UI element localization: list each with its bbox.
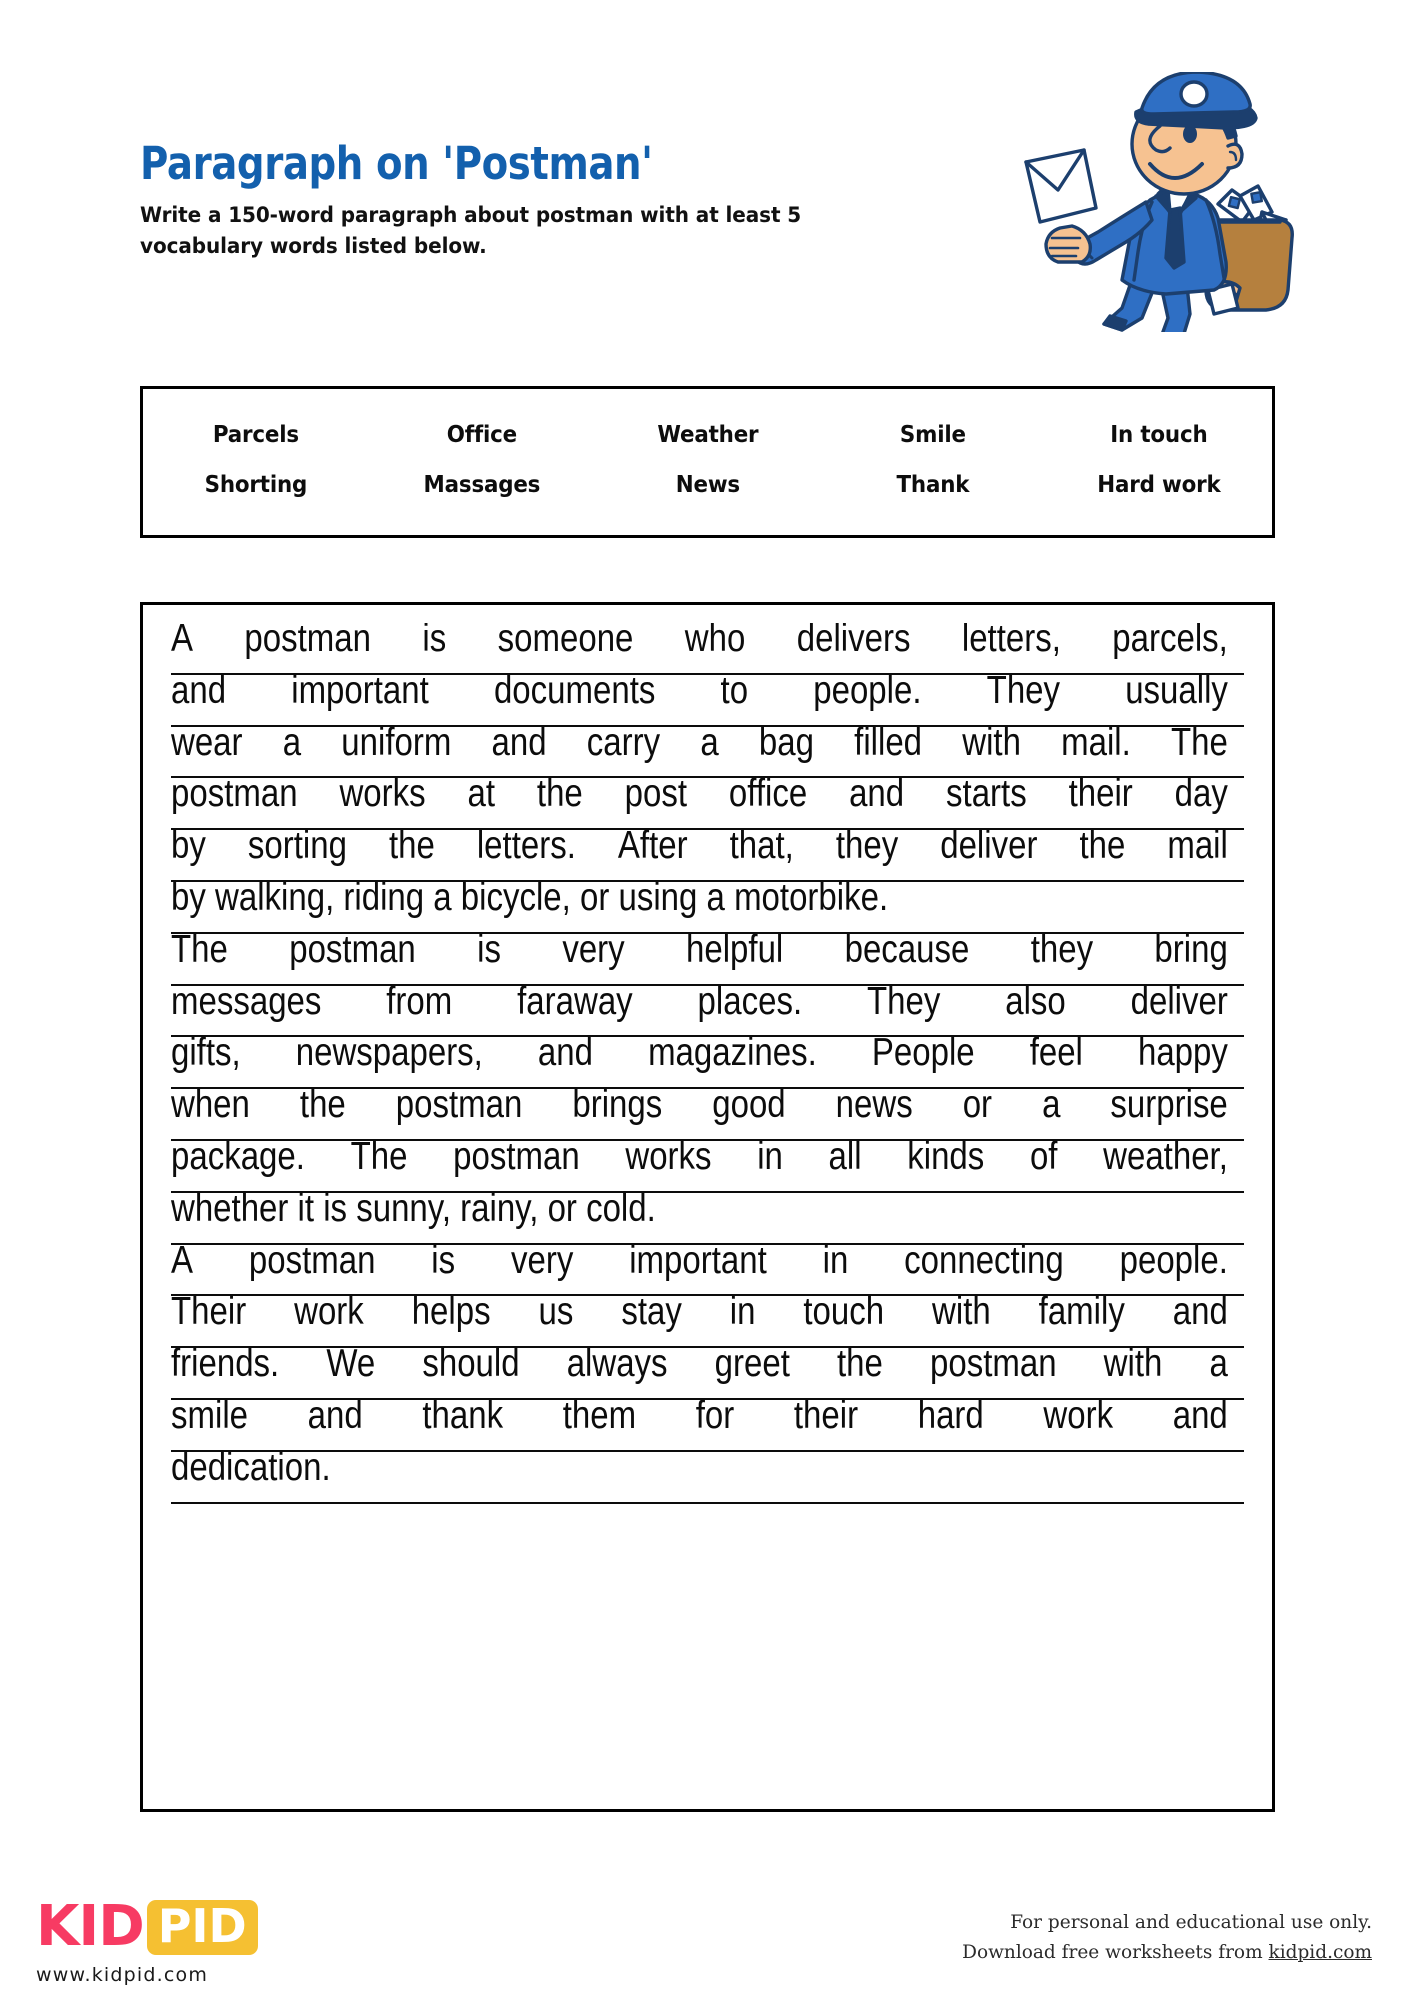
answer-word: the: [388, 830, 435, 868]
answer-word: delivers: [796, 623, 911, 661]
answer-line-text: [171, 1037, 1228, 1087]
answer-word: and: [1172, 1296, 1228, 1334]
answer-word: happy: [1137, 1037, 1228, 1075]
answer-word: that,: [729, 830, 794, 868]
answer-word: postman: [244, 623, 372, 661]
answer-line: [171, 1400, 1244, 1452]
postman-illustration: [1018, 72, 1298, 332]
answer-word: a: [282, 726, 302, 764]
answer-word: from: [386, 985, 453, 1023]
answer-word: connecting: [904, 1244, 1064, 1282]
footer-note: [962, 1908, 1372, 1968]
answer-line-text: whether it is sunny, rainy, or cold.: [171, 1192, 656, 1231]
answer-word: mail.: [1061, 726, 1131, 764]
answer-line-text: [171, 986, 1228, 1036]
answer-word: someone: [497, 623, 634, 661]
page-title: Paragraph on 'Postman': [140, 137, 653, 190]
answer-word: The: [350, 1140, 408, 1179]
answer-word: people.: [1119, 1244, 1228, 1282]
answer-word: with: [932, 1296, 991, 1334]
answer-word: family: [1038, 1296, 1125, 1334]
answer-line-text: dedication.: [171, 1451, 331, 1490]
answer-word: a: [1042, 1089, 1061, 1127]
answer-line: [171, 1141, 1244, 1193]
answer-word: deliver: [940, 830, 1038, 868]
worksheet-instructions: Write a 150-word paragraph about postman with at least 5 vocabulary words listed below.: [140, 203, 802, 259]
answer-word: starts: [946, 778, 1027, 816]
answer-word: office: [728, 778, 808, 816]
answer-line-text: by walking, riding a bicycle, or using a motorbike.: [171, 881, 889, 920]
answer-line-text: [171, 1245, 1228, 1295]
answer-word: important: [291, 674, 429, 713]
answer-line-text: [171, 1400, 1228, 1450]
answer-line: [171, 778, 1244, 830]
answer-word: who: [684, 623, 746, 661]
answer-word: and: [537, 1037, 593, 1075]
answer-word: helps: [411, 1296, 491, 1334]
answer-word: very: [562, 933, 625, 972]
answer-word: A: [171, 1244, 194, 1282]
logo-text-pid: PID: [157, 1898, 247, 1953]
answer-word: day: [1174, 778, 1228, 816]
vocab-word: Office: [446, 422, 517, 448]
kidpid-link[interactable]: kidpid.com: [1268, 1941, 1372, 1963]
answer-word: postman: [171, 778, 298, 816]
usage-note: For personal and educational use only.: [1010, 1912, 1372, 1933]
answer-word: postman: [395, 1089, 523, 1127]
answer-word: After: [617, 830, 688, 868]
answer-word: news: [835, 1089, 913, 1127]
answer-word: Their: [171, 1296, 247, 1334]
answer-line: [171, 1037, 1244, 1089]
answer-word: a: [700, 726, 719, 764]
answer-word: their: [793, 1399, 859, 1438]
site-url: www.kidpid.com: [36, 1964, 209, 1986]
answer-word: us: [538, 1296, 574, 1334]
answer-word: newspapers,: [295, 1037, 483, 1075]
vocab-word: Weather: [656, 422, 758, 448]
vocab-word: Massages: [423, 472, 541, 498]
answer-word: postman: [248, 1244, 376, 1282]
answer-word: because: [844, 933, 970, 972]
answer-word: uniform: [341, 726, 452, 764]
answer-word: parcels,: [1112, 623, 1228, 661]
answer-word: and: [849, 778, 905, 816]
answer-word: their: [1068, 778, 1133, 816]
answer-line: [171, 1193, 1244, 1245]
answer-word: the: [836, 1348, 883, 1386]
answer-word: for: [695, 1399, 735, 1438]
logo-badge: [147, 1900, 258, 1955]
answer-line-text: [171, 675, 1228, 725]
answer-word: filled: [854, 726, 923, 764]
answer-word: surprise: [1110, 1089, 1228, 1127]
answer-word: or: [962, 1089, 993, 1127]
answer-word: all: [828, 1140, 862, 1179]
answer-line-text: [171, 1141, 1228, 1191]
answer-word: and: [1172, 1399, 1228, 1438]
answer-word: at: [467, 778, 496, 816]
answer-word: the: [1079, 830, 1126, 868]
answer-word: helpful: [686, 933, 784, 972]
answer-line: [171, 1296, 1244, 1348]
answer-line-text: [171, 830, 1228, 880]
vocabulary-box: [140, 386, 1275, 538]
vocab-word: Hard work: [1097, 472, 1221, 498]
answer-word: and: [171, 674, 227, 713]
answer-word: postman: [289, 933, 416, 972]
answer-word: We: [326, 1348, 376, 1386]
answer-word: very: [510, 1244, 574, 1282]
vocab-word: News: [675, 472, 740, 498]
answer-line-text: [171, 1296, 1228, 1346]
kidpid-logo: [36, 1896, 366, 1986]
answer-word: work: [1043, 1399, 1114, 1438]
answer-word: faraway: [517, 985, 633, 1023]
answer-line: [171, 934, 1244, 986]
answer-word: package.: [171, 1140, 305, 1179]
answer-word: mail: [1167, 830, 1228, 868]
answer-line-text: [171, 623, 1228, 673]
answer-word: in: [822, 1244, 849, 1282]
answer-word: is: [477, 933, 501, 972]
vocabulary-row: [143, 422, 1272, 448]
answer-word: a: [1209, 1348, 1228, 1386]
vocab-word: In touch: [1110, 422, 1208, 448]
answer-word: feel: [1029, 1037, 1083, 1075]
answer-word: and: [307, 1399, 363, 1438]
answer-word: thank: [422, 1399, 504, 1438]
answer-word: wear: [171, 726, 243, 764]
answer-line-text: [171, 727, 1228, 777]
logo-text-kid: KID: [36, 1894, 144, 1959]
answer-line: [171, 830, 1244, 882]
answer-word: post: [624, 778, 688, 816]
answer-word: works: [339, 778, 426, 816]
vocab-word: Shorting: [204, 472, 308, 498]
answer-line: [171, 1245, 1244, 1297]
answer-word: also: [1005, 985, 1066, 1023]
answer-word: works: [625, 1140, 712, 1179]
answer-word: in: [729, 1296, 756, 1334]
download-note-prefix: Download free worksheets from: [962, 1941, 1269, 1963]
answer-word: they: [835, 830, 899, 868]
answer-word: is: [422, 623, 447, 661]
answer-word: weather,: [1103, 1140, 1228, 1179]
answer-word: documents: [493, 674, 656, 713]
answer-word: friends.: [171, 1348, 280, 1386]
answer-word: brings: [572, 1089, 663, 1127]
answer-line: [171, 882, 1244, 934]
answer-word: letters,: [961, 623, 1061, 661]
answer-word: by: [171, 830, 206, 868]
answer-word: sorting: [247, 830, 347, 868]
answer-word: with: [962, 726, 1021, 764]
answer-word: letters.: [476, 830, 576, 868]
answer-line: [171, 727, 1244, 779]
vocabulary-row: [143, 472, 1272, 498]
answer-word: magazines.: [648, 1037, 817, 1075]
answer-word: touch: [803, 1296, 885, 1334]
answer-word: the: [299, 1089, 346, 1127]
answer-word: gifts,: [171, 1037, 241, 1075]
answer-word: hard: [917, 1399, 984, 1438]
answer-word: them: [562, 1399, 637, 1438]
answer-word: and: [491, 726, 547, 764]
vocab-word: Parcels: [212, 422, 299, 448]
answer-word: good: [712, 1089, 786, 1127]
answer-line: [171, 623, 1244, 675]
answer-word: people.: [813, 674, 922, 713]
answer-word: work: [294, 1296, 364, 1334]
answer-word: messages: [171, 985, 322, 1023]
answer-word: with: [1103, 1348, 1163, 1386]
answer-word: People: [871, 1037, 975, 1075]
answer-word: the: [536, 778, 583, 816]
answer-word: bag: [758, 726, 814, 764]
vocab-word: Thank: [896, 472, 970, 498]
answer-word: bring: [1154, 933, 1228, 972]
answer-word: postman: [453, 1140, 580, 1179]
answer-word: The: [1171, 726, 1228, 764]
answer-line-text: [171, 934, 1228, 984]
answer-word: should: [422, 1348, 520, 1386]
answer-line: [171, 1089, 1244, 1141]
answer-word: kinds: [907, 1140, 985, 1179]
answer-word: smile: [171, 1399, 249, 1438]
answer-word: carry: [586, 726, 661, 764]
answer-word: when: [171, 1089, 250, 1127]
answer-word: They: [986, 674, 1061, 713]
answer-word: of: [1029, 1140, 1058, 1179]
answer-line-text: [171, 1348, 1228, 1398]
answer-word: postman: [929, 1348, 1057, 1386]
answer-word: is: [431, 1244, 456, 1282]
answer-word: always: [566, 1348, 668, 1386]
answer-word: They: [866, 985, 941, 1023]
header: [140, 137, 1040, 262]
answer-word: A: [171, 623, 194, 661]
answer-line: [171, 1452, 1244, 1504]
answer-word: they: [1030, 933, 1094, 972]
answer-word: The: [171, 933, 228, 972]
answer-line: [171, 1348, 1244, 1400]
answer-line: [171, 986, 1244, 1038]
download-note: [962, 1938, 1372, 1968]
answer-word: stay: [621, 1296, 682, 1334]
answer-word: important: [629, 1244, 767, 1282]
answer-word: to: [720, 674, 749, 713]
answer-box[interactable]: [140, 602, 1275, 1812]
answer-word: deliver: [1130, 985, 1228, 1023]
answer-line: [171, 675, 1244, 727]
answer-line-text: [171, 778, 1228, 828]
answer-line-text: [171, 1089, 1228, 1139]
answer-word: places.: [697, 985, 803, 1023]
answer-word: in: [757, 1140, 783, 1179]
vocab-word: Smile: [900, 422, 967, 448]
answer-word: usually: [1125, 674, 1228, 713]
answer-word: greet: [714, 1348, 790, 1386]
